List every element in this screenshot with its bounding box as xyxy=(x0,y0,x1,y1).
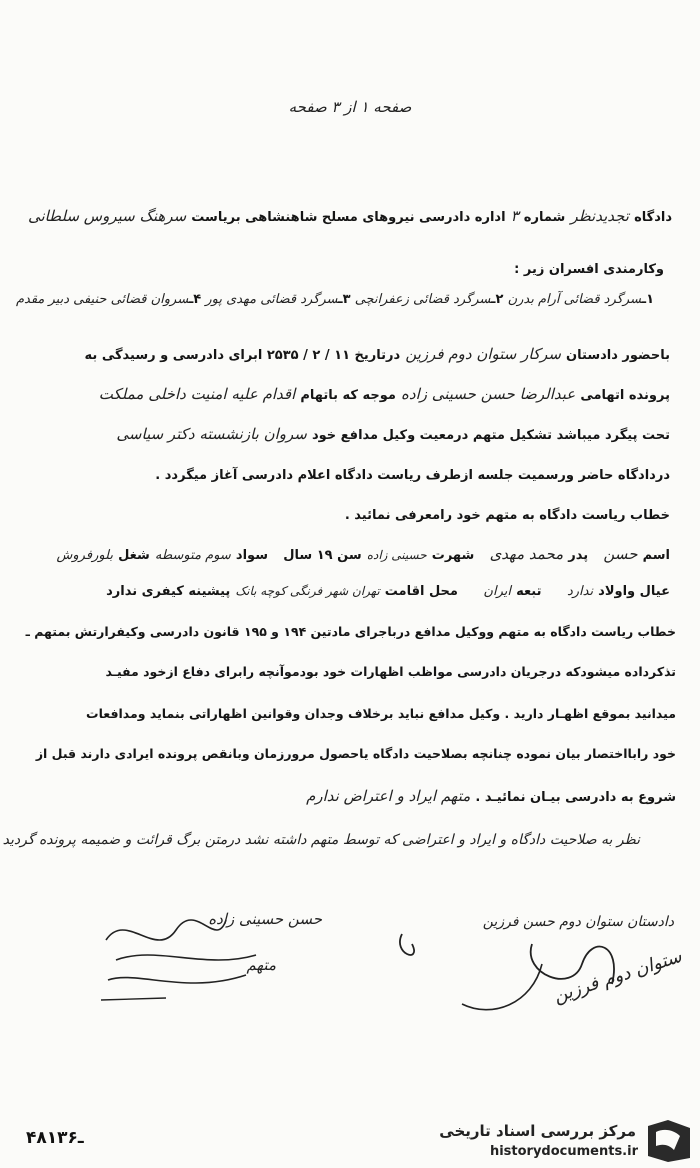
officer-4-num: ۴ـ xyxy=(188,292,202,307)
archive-logo-icon xyxy=(644,1118,694,1164)
archive-url: historydocuments.ir xyxy=(489,1144,638,1159)
court-ruling-note: نظر به صلاحیت دادگاه و ایراد و اعتراضی که توسط متهم داشته نشد درمتن برگ قرائت و ضمیمه پرونده گردید xyxy=(2,832,640,848)
officers-list xyxy=(16,292,654,307)
page-number-label: صفحه ۱ از ۳ صفحه xyxy=(288,98,412,116)
hearing-date-text: درتاریخ ۱۱ / ۲ / ۲۵۳۵ ابرای دادرسی و رسیدگی به xyxy=(84,348,401,363)
prosecutor-signature xyxy=(372,904,692,1024)
court-type: تجدیدنظر xyxy=(570,207,629,225)
session-opening: دردادگاه حاضر ورسمیت جلسه ازطرف ریاست دادگاه اعلام دادرسی آغاز میگردد . xyxy=(155,468,670,483)
officer-2-num: ۲ـ xyxy=(491,292,504,307)
name-value: حسن xyxy=(603,545,638,563)
officer-3-num: ۳ـ xyxy=(338,292,351,307)
prosecutor-signature-bottom: ستوان دوم فرزین xyxy=(550,945,684,1008)
father-label: پدر xyxy=(568,548,589,563)
surname-label: شهرت xyxy=(431,548,475,563)
job-label: شغل xyxy=(118,548,150,563)
warning-text: تذکرداده میشودکه درجریان دادرسی مواظب اظهارات خود بودموآنچه رابرای دفاع ازخود مفیـد xyxy=(105,664,676,679)
accused-signature-name: حسن حسینی زاده xyxy=(208,910,322,928)
officer-1-name: سرگرد قضائی آرام بدرن xyxy=(507,292,642,307)
prosecutor-signature-role: دادستان xyxy=(627,914,674,930)
education-value: سوم متوسطه xyxy=(154,548,231,563)
officer-4-name: سروان قضائی حنیفی دبیر مقدم xyxy=(15,292,189,307)
name-label: اسم xyxy=(642,548,670,563)
family-value: ندارد xyxy=(566,584,594,599)
archive-name: مرکز بررسی اسناد تاریخی xyxy=(439,1122,636,1140)
accused-signature-title: متهم xyxy=(246,956,276,974)
age-text: سن ۱۹ سال xyxy=(283,548,362,563)
court-line xyxy=(28,206,672,225)
officer-3-name: سرگرد قضائی مهدی پور xyxy=(205,292,339,307)
residence-label: محل اقامت xyxy=(384,584,458,599)
nationality-label: تبعه xyxy=(516,584,542,599)
family-label: عیال واولاد xyxy=(598,584,670,599)
residence-line xyxy=(106,580,670,599)
officer-1-num: ۱ـ xyxy=(641,292,654,307)
surname-value: حسینی زاده xyxy=(366,548,427,562)
officer-2-name: سرگرد قضائی زعفرانچی xyxy=(354,292,492,307)
counsel-warning: میدانید بموقع اظهـار دارید . وکیل مدافع نباید برخلاف وجدان وقوانین اظهاراتی بنماید ومدافعات xyxy=(86,706,676,721)
charge-label: موجه که باتهام xyxy=(300,388,396,403)
jurisdiction-text: خود رابااختصار بیان نموده چنانچه بصلاحیت دادگاه یاحصول مرورزمان وبانقص پرونده ایرادی دارند قبل از xyxy=(35,746,676,761)
prosecutor-name: سرکار ستوان دوم فرزین xyxy=(405,345,561,363)
father-value: محمد مهدی xyxy=(489,545,564,563)
officers-intro: وکارمندی افسران زیر : xyxy=(514,262,664,277)
court-number: ۳ xyxy=(510,207,519,225)
court-label: دادگاه xyxy=(634,210,672,225)
court-number-label: شماره xyxy=(523,210,566,225)
counsel-line xyxy=(116,424,670,443)
accused-name: عبدالرضا حسن حسینی زاده xyxy=(401,385,576,403)
articles-notice: خطاب ریاست دادگاه به متهم ووکیل مدافع درباجرای مادتین ۱۹۴ و ۱۹۵ قانون دادرسی وکیفرارتش بمتهم ـ xyxy=(25,624,676,639)
court-president-name: سرهنگ سیروس سلطانی xyxy=(27,207,187,225)
prosecutor-label: باحضور دادستان xyxy=(566,348,670,363)
case-label: پرونده اتهامی xyxy=(580,388,670,403)
start-proceedings: شروع به دادرسی بیـان نمائیـد . xyxy=(475,790,676,805)
nationality-value: ایران xyxy=(483,584,511,599)
court-presidency: اداره دادرسی نیروهای مسلح شاهنشاهی بریاست xyxy=(191,210,506,225)
document-number: ۴۸ـ۱۳۶ xyxy=(26,1128,84,1148)
residence-value: تهران شهر فرنگی کوچه بانک xyxy=(235,584,380,598)
archive-watermark xyxy=(418,1116,700,1166)
charge-text: اقدام علیه امنیت داخلی مملکت xyxy=(98,385,296,403)
prosecutor-line xyxy=(85,344,670,363)
accused-signature xyxy=(96,900,336,1010)
education-label: سواد xyxy=(235,548,268,563)
case-line xyxy=(99,384,670,403)
job-value: بلورفروش xyxy=(56,548,113,563)
identity-line xyxy=(57,544,670,563)
prosecutor-signature-name: ستوان دوم حسن فرزین xyxy=(482,914,623,930)
introduce-request: خطاب ریاست دادگاه به متهم خود رامعرفی نمائید . xyxy=(344,508,670,523)
counsel-name: سروان بازنشسته دکتر سیاسی xyxy=(116,425,307,443)
accused-response: متهم ایراد و اعتراض ندارم xyxy=(306,787,471,805)
criminal-record: پیشینه کیفری ندارد xyxy=(106,584,231,599)
counsel-label: تحت پیگرد میباشد تشکیل متهم درمعیت وکیل مدافع خود xyxy=(311,428,670,443)
objection-line xyxy=(306,786,676,805)
